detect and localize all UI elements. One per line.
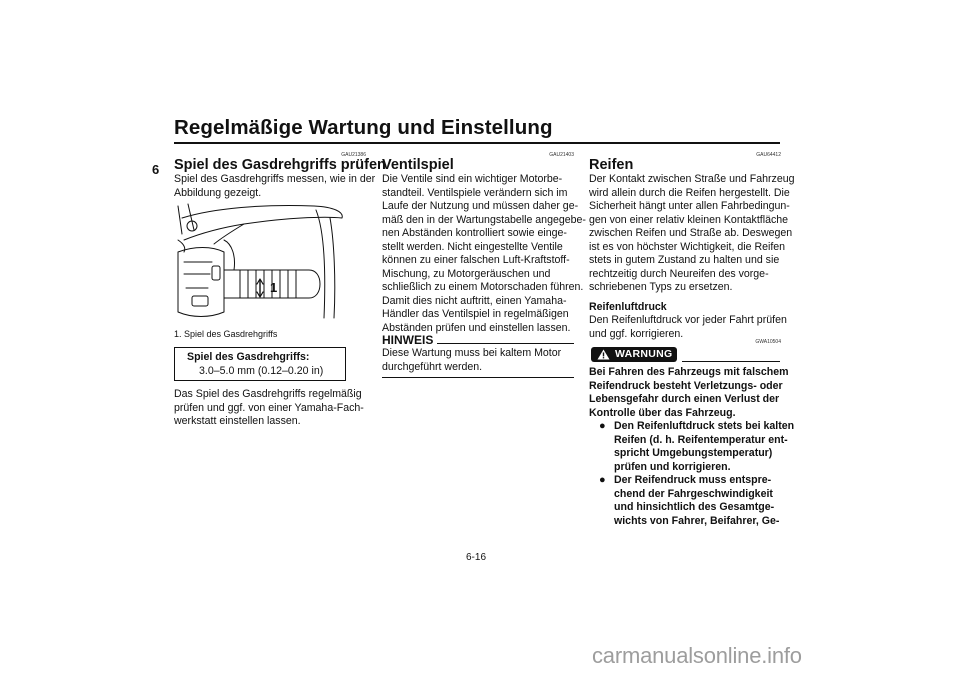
text-line: Der Kontakt zwischen Straße und Fahrzeug [589, 173, 795, 185]
text-line: stets in gutem Zustand zu halten und sie [589, 254, 780, 266]
text-line: werkstatt einstellen lassen. [174, 415, 301, 427]
warning-bullet-2 [614, 474, 779, 528]
text-line: Bei Fahren des Fahrzeugs mit falschem [589, 366, 789, 378]
page-number: 6-16 [466, 552, 487, 563]
text-line: spricht Umgebungstemperatur) [614, 447, 773, 459]
warning-bullet-1 [614, 420, 794, 474]
section-code: GAU21386 [341, 152, 366, 158]
text-line: Reifen (d. h. Reifentemperatur ent- [614, 433, 788, 446]
text-line: schriebenen Typs zu ersetzen. [589, 281, 733, 293]
notice-body [382, 347, 561, 374]
text-line: Kontrolle über das Fahrzeug. [589, 406, 736, 419]
spec-box [174, 347, 346, 381]
text-line: zwischen Reifen und Straße ab. Deswegen [589, 227, 793, 239]
spec-title: Spiel des Gasdrehgriffs: [187, 351, 310, 363]
figure-caption: 1. Spiel des Gasdrehgriffs [174, 329, 278, 339]
notice-label: HINWEIS [382, 333, 434, 347]
subheading-tyre-pressure: Reifenluftdruck [589, 301, 667, 313]
text-line: Lebensgefahr durch einen Verlust der [589, 393, 780, 405]
figure-callout: 1 [270, 280, 278, 295]
header-rule [174, 142, 780, 144]
text-line: Den Reifenluftdruck vor jeder Fahrt prüfen [589, 314, 787, 326]
text-line: Laufe der Nutzung und müssen daher ge- [382, 200, 579, 212]
text-line: schließlich zu einem Motorschaden führen. [382, 281, 584, 293]
text-line: wichts von Fahrer, Beifahrer, Ge- [614, 514, 780, 527]
section-title-throttle: Spiel des Gasdrehgriffs prüfen [174, 157, 386, 173]
section-code: GAU64412 [756, 152, 781, 158]
throttle-outro [174, 388, 364, 429]
text-line: Die Ventile sind ein wichtiger Motorbe- [382, 173, 563, 185]
text-line: Mischung, zu Motorgeräuschen und [382, 267, 551, 280]
text-line: wird allein durch die Reifen hergestellt. Die [589, 186, 790, 199]
text-line: Sicherheit hängt unter allen Fahrbedingun- [589, 200, 790, 212]
text-line: Das Spiel des Gasdrehgriffs regelmäßig [174, 388, 362, 400]
warning-label: WARNUNG [615, 348, 673, 360]
throttle-grip-illustration [174, 200, 349, 322]
spec-value: 3.0–5.0 mm (0.12–0.20 in) [199, 365, 324, 377]
text-line: ist es von höchster Wichtigkeit, die Reifen [589, 240, 786, 253]
notice-rule [437, 343, 574, 344]
text-line: Spiel des Gasdrehgriffs messen, wie in der [174, 173, 376, 185]
chapter-tab: 6 [152, 162, 160, 177]
warning-triangle-icon [597, 349, 610, 360]
warning-body [589, 366, 789, 420]
text-line: Damit dies nicht auftritt, einen Yamaha- [382, 294, 567, 307]
text-line: stellt werden. Nicht eingestellte Ventile [382, 240, 563, 253]
section-title-tyres: Reifen [589, 157, 634, 173]
text-line: prüfen und korrigieren. [614, 460, 731, 473]
watermark: carmanualsonline.info [592, 643, 802, 668]
text-line: und hinsichtlich des Gesamtge- [614, 501, 775, 513]
text-line: Abständen prüfen und einstellen lassen. [382, 321, 571, 334]
text-line: rechtzeitig durch Neureifen des vorge- [589, 267, 769, 280]
text-line: chend der Fahrgeschwindigkeit [614, 487, 773, 500]
warning-rule [682, 361, 780, 362]
section-title-valves: Ventilspiel [382, 157, 454, 173]
text-line: Abbildung gezeigt. [174, 186, 262, 199]
text-line: nen Abständen kontrolliert sowie einge- [382, 227, 567, 239]
bullet-icon: ● [599, 420, 606, 432]
text-line: prüfen und ggf. von einer Yamaha-Fach- [174, 401, 364, 414]
text-line: mäß den in der Wartungstabelle angegebe- [382, 213, 586, 226]
text-line: durchgeführt werden. [382, 360, 483, 373]
text-line: können zu einer falschen Luft-Kraftstoff- [382, 254, 570, 266]
text-line: gen von einer relativ kleinen Kontaktfläche [589, 213, 789, 226]
section-code: GAU21403 [549, 152, 574, 158]
warning-code: GWA10504 [755, 339, 781, 345]
throttle-intro [174, 173, 375, 200]
bullet-icon: ● [599, 474, 606, 486]
tyres-body [589, 173, 795, 295]
valves-body [382, 173, 586, 335]
text-line: Den Reifenluftdruck stets bei kalten [614, 420, 795, 432]
text-line: Händler das Ventilspiel in regelmäßigen [382, 308, 569, 320]
text-line: Diese Wartung muss bei kaltem Motor [382, 347, 562, 359]
notice-end-rule [382, 377, 574, 378]
text-line: standteil. Ventilspiele verändern sich im [382, 186, 568, 199]
tyre-pressure-body [589, 314, 787, 341]
warning-badge [591, 347, 677, 362]
text-line: Reifendruck besteht Verletzungs- oder [589, 379, 783, 392]
page-title: Regelmäßige Wartung und Einstellung [174, 116, 553, 139]
text-line: Der Reifendruck muss entspre- [614, 474, 772, 486]
text-line: und ggf. korrigieren. [589, 327, 684, 340]
